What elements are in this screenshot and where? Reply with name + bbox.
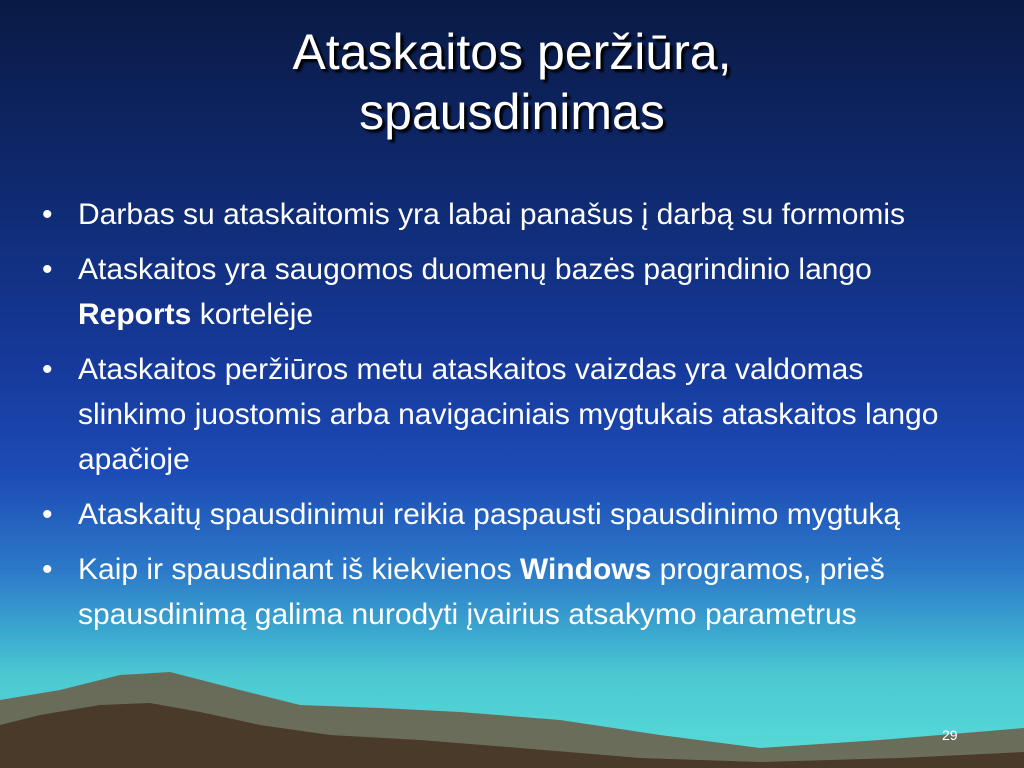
bullet-item (42, 347, 962, 482)
bullet-dot: • (42, 198, 53, 231)
bullet-text-after: programos, prieš spausdinimą galima nurodyti įvairius atsakymo parametrus (78, 553, 885, 631)
bullet-text: Ataskaitos peržiūros metu ataskaitos vaizdas yra valdomas slinkimo juostomis arba navigaciniais mygtukais ataskaitos lango apačioje (78, 353, 939, 476)
bullet-list (42, 192, 962, 647)
bullet-dot: • (42, 553, 53, 586)
bullet-dot: • (42, 253, 53, 286)
bullet-text: Kaip ir spausdinant iš kiekvienos (78, 553, 520, 586)
bullet-item (42, 247, 962, 337)
slide-title-line-2: spausdinimas (359, 84, 665, 140)
bullet-text: Darbas su ataskaitomis yra labai panašus į darbą su formomis (78, 198, 906, 231)
bullet-dot: • (42, 353, 53, 386)
bullet-item (42, 547, 962, 637)
bullet-item (42, 492, 962, 537)
page-number: 29 (942, 727, 958, 743)
bullet-item (42, 192, 962, 237)
bullet-text: Ataskaitų spausdinimui reikia paspausti spausdinimo mygtuką (78, 498, 901, 531)
bullet-text-after: kortelėje (191, 298, 314, 331)
bullet-dot: • (42, 498, 53, 531)
slide-title-line-1: Ataskaitos peržiūra, (292, 24, 732, 80)
slide-title (0, 22, 1024, 142)
bullet-bold-text: Windows (519, 553, 652, 586)
bullet-text: Ataskaitos yra saugomos duomenų bazės pagrindinio lango (78, 253, 872, 286)
bullet-bold-text: Reports (78, 298, 192, 331)
